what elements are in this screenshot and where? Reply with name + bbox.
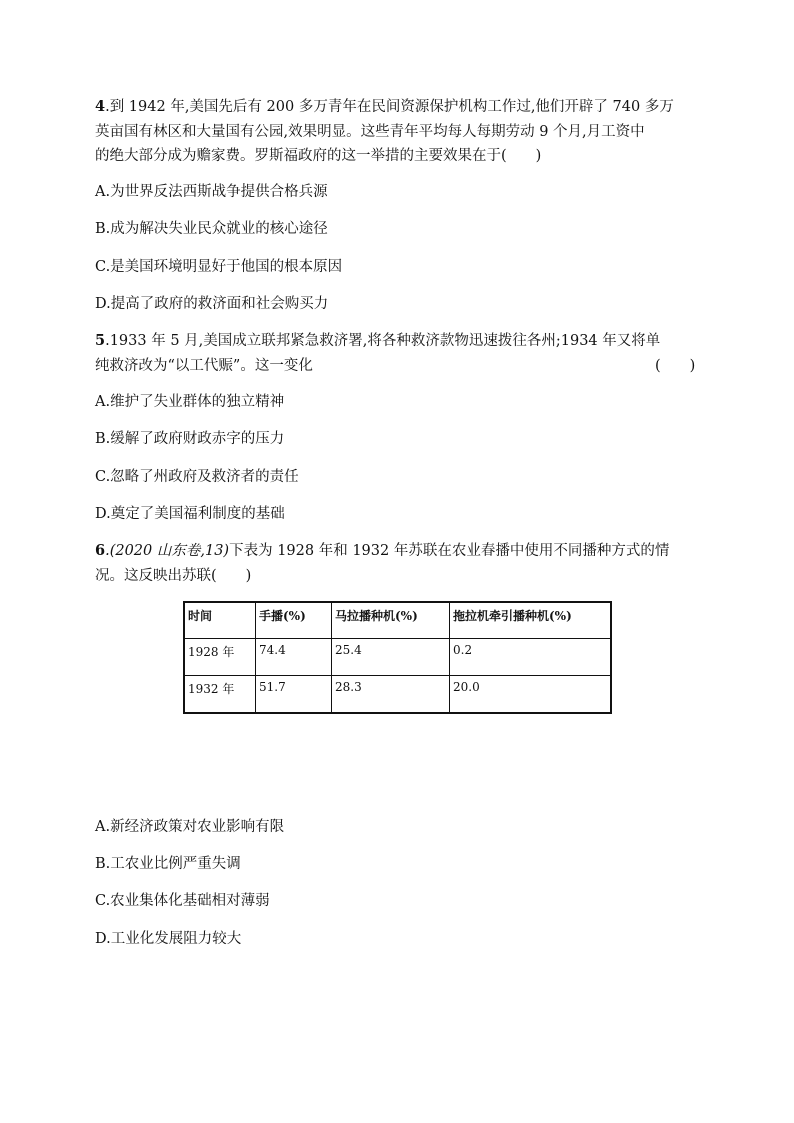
q6-option-b: B.工农业比例严重失调: [95, 856, 241, 872]
q4-number: 4: [95, 98, 106, 115]
q4-option-a: A.为世界反法西斯战争提供合格兵源: [95, 184, 328, 200]
table-cell: 0.2: [450, 639, 612, 676]
table-cell: 1928 年: [184, 639, 256, 676]
table-cell: 51.7: [256, 676, 332, 714]
q4-line-1: 4.到 1942 年,美国先后有 200 多万青年在民间资源保护机构工作过,他们开辟了 740 多万: [95, 98, 674, 115]
q6-option-c: C.农业集体化基础相对薄弱: [95, 893, 270, 909]
q4-option-b: B.成为解决失业民众就业的核心途径: [95, 221, 328, 237]
table-header-cell: 马拉播种机(%): [332, 602, 450, 639]
q5-option-d: D.奠定了美国福利制度的基础: [95, 506, 285, 522]
q6-option-a: A.新经济政策对农业影响有限: [95, 819, 285, 835]
table-cell: 28.3: [332, 676, 450, 714]
table-cell: 20.0: [450, 676, 612, 714]
q6-line-1: 6.(2020 山东卷,13)下表为 1928 年和 1932 年苏联在农业春播中使用不同播种方式的情: [95, 542, 670, 559]
q5-number: 5: [95, 332, 106, 349]
table-header-row: [184, 602, 611, 639]
q4-option-c: C.是美国环境明显好于他国的根本原因: [95, 259, 343, 275]
q5-option-b: B.缓解了政府财政赤字的压力: [95, 431, 285, 447]
table-header-cell: 时间: [184, 602, 256, 639]
table-cell: 1932 年: [184, 676, 256, 714]
q4-line-3: 的绝大部分成为赡家费。罗斯福政府的这一举措的主要效果在于( ): [95, 148, 542, 164]
q6-line-2: 况。这反映出苏联( ): [95, 568, 252, 584]
table-cell: 74.4: [256, 639, 332, 676]
table-header-cell: 拖拉机牵引播种机(%): [450, 602, 612, 639]
q4-option-d: D.提高了政府的救济面和社会购买力: [95, 296, 329, 312]
table-cell: 25.4: [332, 639, 450, 676]
sowing-methods-table: [183, 601, 612, 714]
q5-answer-paren: ( ): [655, 358, 696, 374]
q6-source: .(2020 山东卷,13): [105, 543, 230, 559]
q5-option-c: C.忽略了州政府及救济者的责任: [95, 469, 299, 485]
table-header-cell: 手播(%): [256, 602, 332, 639]
table-row: [184, 639, 611, 676]
table-row: [184, 676, 611, 714]
q4-line-2: 英亩国有林区和大量国有公园,效果明显。这些青年平均每人每期劳动 9 个月,月工资中: [95, 124, 645, 140]
q5-line-1: 5.1933 年 5 月,美国成立联邦紧急救济署,将各种救济款物迅速拨往各州;1934 年又将单: [95, 332, 661, 349]
q6-option-d: D.工业化发展阻力较大: [95, 931, 242, 947]
q5-option-a: A.维护了失业群体的独立精神: [95, 394, 285, 410]
q5-line-2: 纯救济改为“以工代赈”。这一变化: [95, 358, 313, 374]
q6-number: 6: [95, 542, 106, 559]
